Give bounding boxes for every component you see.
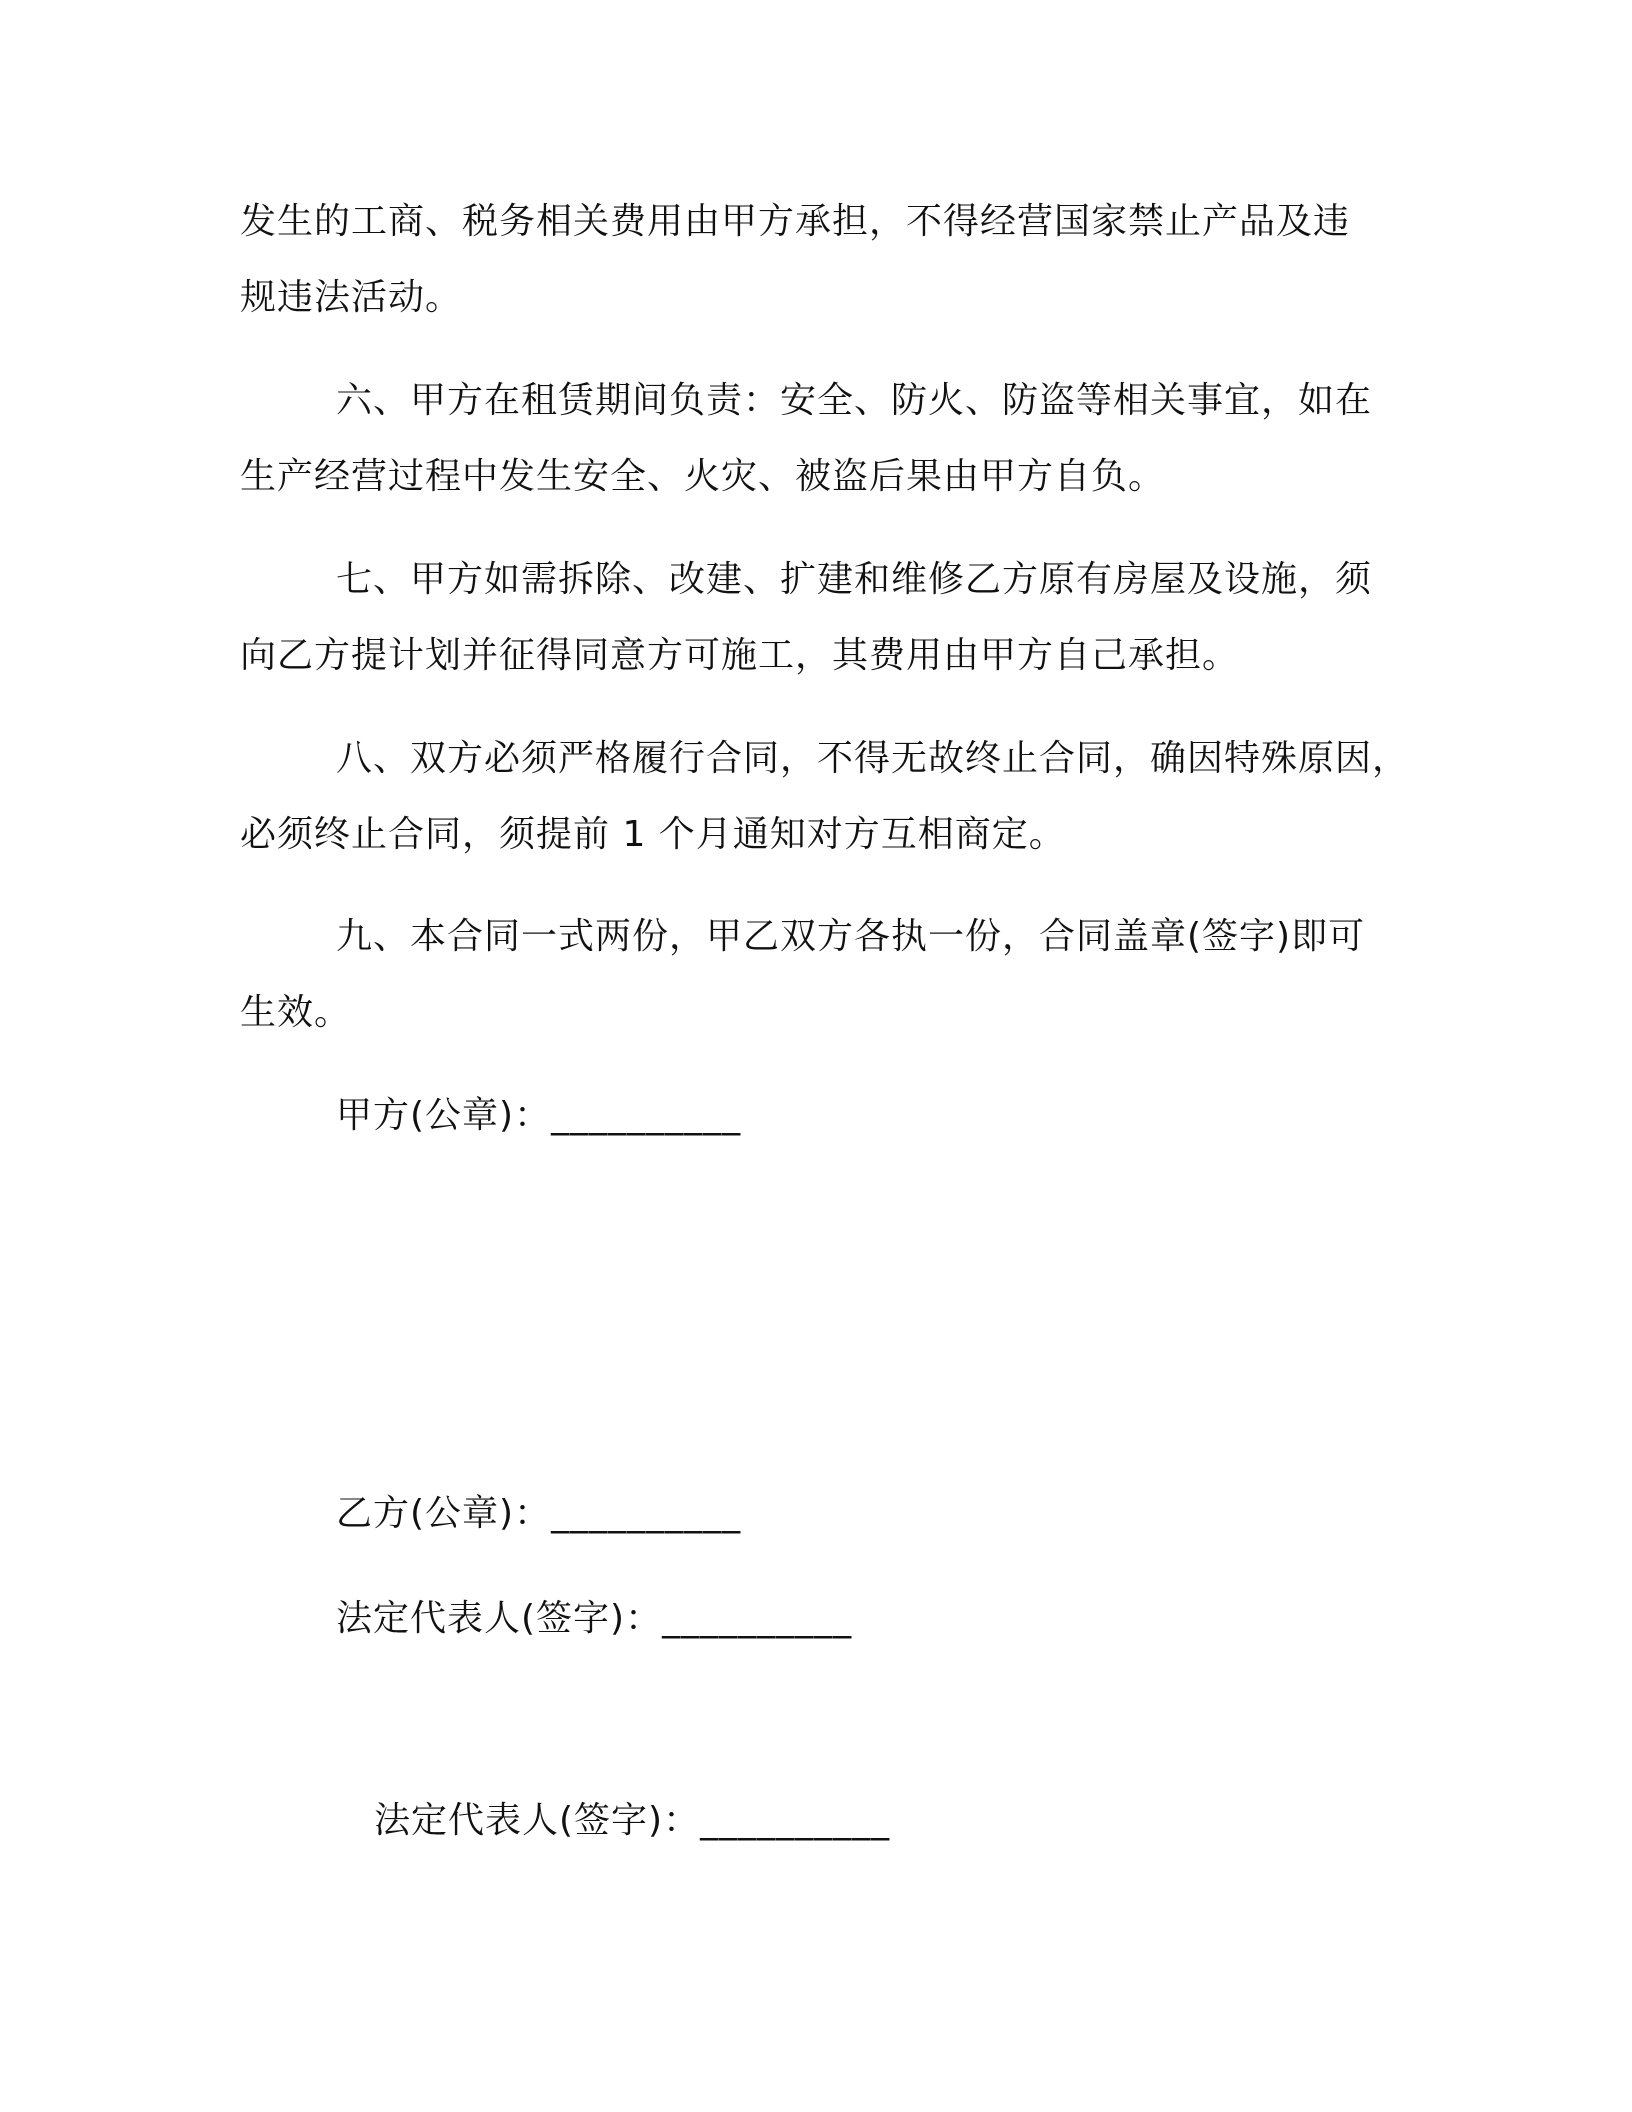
- paragraph-8-line-1: 八、双方必须严格履行合同，不得无故终止合同，确因特殊原因，: [336, 738, 1410, 779]
- paragraph-6-line-1: 六、甲方在租赁期间负责：安全、防火、防盗等相关事宜，如在: [336, 380, 1373, 421]
- paragraph-9-line-1: 九、本合同一式两份，甲乙双方各执一份，合同盖章(签字)即可: [336, 916, 1366, 957]
- legal-representative-signature-2: 法定代表人(签字)：__________: [374, 1800, 891, 1841]
- paragraph-8-line-2: 必须终止合同，须提前 1 个月通知对方互相商定。: [240, 814, 1066, 855]
- party-b-signature: 乙方(公章)：__________: [336, 1493, 742, 1534]
- paragraph-7-line-1: 七、甲方如需拆除、改建、扩建和维修乙方原有房屋及设施，须: [336, 559, 1373, 600]
- paragraph-5-line-1: 发生的工商、税务相关费用由甲方承担，不得经营国家禁止产品及违: [240, 201, 1351, 242]
- paragraph-9-line-2: 生效。: [240, 992, 352, 1033]
- paragraph-5-line-2: 规违法活动。: [240, 277, 463, 318]
- paragraph-7-line-2: 向乙方提计划并征得同意方可施工，其费用由甲方自己承担。: [240, 635, 1240, 676]
- legal-representative-signature-1: 法定代表人(签字)：__________: [336, 1598, 853, 1639]
- paragraph-6-line-2: 生产经营过程中发生安全、火灾、被盗后果由甲方自负。: [240, 456, 1166, 497]
- party-a-signature: 甲方(公章)：__________: [336, 1095, 742, 1136]
